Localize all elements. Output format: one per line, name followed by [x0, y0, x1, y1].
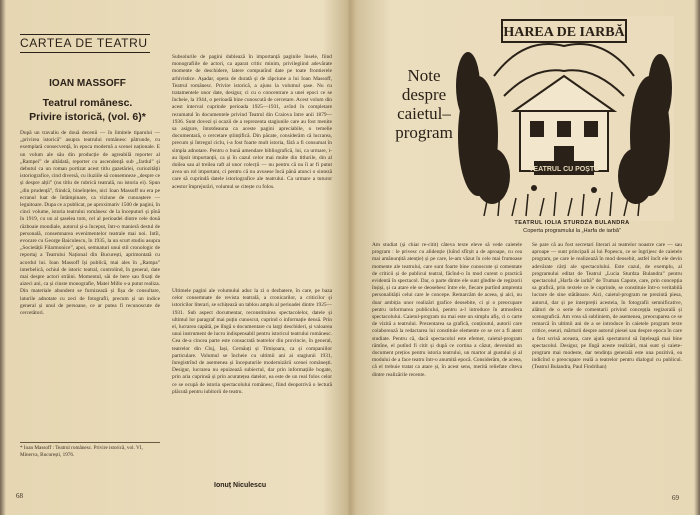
article-column-2: Se pare că au fost secretari literari ai teatrelor noastre care — sau aproape — sunt principali ai lui Popescu, ce se îngrijesc de caietele program, pe care le realizează în mod deosebit, astfel încît ele devin adevărate cărți ale spectacolului. Este cazul, de exemplu, al programului editat de Teatrul „Lucia Sturdza Bulandra” pentru spectacolul „Harfa de iarbă” de Truman Capote, care, prin concepția sa grafică, prin textele ce le cuprinde, se constituie într-o veritabilă lucrare de sine stătătoare. Aici, caietul-program ne prezintă piesa, autorul, dar și pe interpreții acesteia, în fotografii semnificative, alături de o serie de comentarii privind concepția regizorală și scenografică. Am vrea să subliniem, de asemenea, preocuparea ce se remarcă în ultimii ani de a se introduce în caietele program texte critice, eseuri, mărturii despre autorul piesei sau despre epoca în care a fost scrisă aceasta, care ajută spectatorul să înțeleagă mai bine spectacolul. Desigur, pe lîngă aceste realizări, mai sunt și caiete-program mai modeste, dar tendința generală este una pozitivă, ea indicînd o preocupare reală a teatrelor pentru dialogul cu publicul. (Teatrul Bulandra, Paul Findrihan) — [532, 242, 682, 371]
caption-theatre: TEATRUL IOLIA STURDZA BULANDRA — [514, 220, 630, 226]
article-column-1: Am studiat (și chiar re-citit) câteva texte eleve să vede caietele program : le privesc cu alidenție (luînd sfîrșit a de aproape, cu cea mai amănunțită atenție) și pe care, le-am văzut în cele mai frumoase momente ale teatrului, care sunt foarte bine cunoscute și comentate de criticii și de publicul teatral, făcînd-o în mod curent o practică evidentă în spectacol. Dar, o parte dintre ele sunt gîndite de regizorii înșiși, și ca atare ele se deosebesc între ele, fiecare purtînd amprenta personalității celui care le concepe. Remarcăm de aceea, și aici, nu doar ambiția unor realizări grafice deosebite, ci și o preocupare pentru informarea publicului, pentru a-l introduce în atmosfera spectacolului. Caietul-program nu mai este un simplu afiș, ci o carte de vizită a teatrului. Prezentarea sa grafică, conținutul, autorii care colaborează la redactarea lui constituie elemente ce se cer a fi atent studiate. Pentru că, dacă spectacolul este efemer, caietul-program rămîne, el putînd fi citit și după ce cortina a căzut, devenind un document prețios pentru istoria teatrului, un martor al gustului și al modului de a face teatru într-o anumită epocă. Considerăm, de aceea, că el trebuie tratat ca atare și, în acest sens, merită reliefate cîteva dintre realizările recente. — [372, 242, 522, 378]
page-number-right: 69 — [672, 494, 679, 502]
book-title-line-2: Privire istorică, (vol. 6)* — [29, 111, 146, 123]
right-page — [356, 14, 690, 504]
program-cover-illustration — [454, 16, 674, 221]
note-title-line-3: caietul– — [397, 104, 451, 123]
poster-banner: TEATRUL CU POȘTE — [529, 166, 599, 173]
note-title — [384, 66, 464, 142]
signature: Ionuț Niculescu — [214, 482, 267, 489]
note-title-line-4: program — [395, 123, 453, 142]
page-number-left: 68 — [16, 492, 23, 500]
section-title: CARTEA DE TEATRU — [20, 36, 150, 53]
book-author: IOAN MASSOFF — [49, 78, 126, 89]
book-title — [20, 96, 155, 124]
book-title-line-1: Teatrul românesc. — [42, 97, 133, 109]
right-edge-shadow — [694, 0, 700, 515]
left-page — [14, 14, 344, 504]
left-edge-shadow — [0, 0, 6, 515]
footnote: * Ioan Massoff : Teatrul românesc. Privire istorică, vol. VI, Minerva, București, 1976. — [20, 442, 160, 459]
article-column-2: Subsolurile de pagini dublează în importanță paginile însele, fiind monografiile de actori, ca aparat critic minim, privilegiind adevărate momente de deschidere, latere compunînd date pe toate frontierele arhivistice. Aşadar, opera de durată și de răpciune a lui Ioan Massoff, Teatrul românesc. Privire istorică, a ajuns la volumul șase. Nu cu tratamentele unor date, desigur, ci cu o concentrare a unei epoci ce se încheie, la 1944, o perioadă bine cunoscută de cercetare. Acest volum din acest interval cuprinde perioada 1925—1931, avînd în completare rezumatul în documentele privind Teatrul din Craiova între anii 1879—1936. Sunt dovezi și ocazii de a reprezenta stagiunile care au fost menite sa asigure, întotdeauna ca aceste pagini apreciabile, o temelie documentară, o cercetare științifică. Din păcate, considerăm că lucrarea, precum și întregul ciclu, i-a fost foarte mult istoria, fără a fi consumat în simpla adnotare. Pentru o bună amendare bibliografică, lui, ca urmare, i-au lipsit importanții, ca și în cazul celor mai multe din titlurile, din al doilea sau al treilea raft al unor colecții — nu pentru că nu îi ar fi putut avea un rol important, ci pentru că nu avusese încă până atunci o sinteză care să cuprindă datele istoriografice ale teatrului. Ca urmare a tuturor acestor împrejurări, volumul se citește cu folos. — [172, 54, 332, 190]
note-title-line-1: Note — [407, 66, 441, 85]
section-rule — [20, 34, 150, 35]
caption-description: Coperta programului la „Harfa de iarbă” — [523, 227, 621, 234]
illustration-caption — [482, 220, 662, 235]
poster-title: HAREA DE IARBĂ — [503, 25, 625, 40]
note-title-line-2: despre — [401, 85, 447, 104]
article-column-1: După un travaliu de două decenii — în limitele tiparului — „privirea istorică” asupra teatrului românesc pătrunde, cu exemplară consecvență, în epoca modernă a scenei naționale. E un volum ale său din producție de agreabilă reporter al „Rampei” de altădată, reporter cu ascendență sub „fardul” și debutul ca un roman portizat acest titlu gazetăriei, curiozității istoriografice, cind diversă, cu iluziile să consemneze „despre ce și despre alții” (nu titlu de rubrică teatrală, nu istoria ei). Spun „din prudență”, fiindcă, bineînțeles, nici Ioan Massoff nu era pe ecranul luat de întâmpinare, ca viziune de cunoaștere — leguitoare. Dupa ce a publicat, pe aproximativ 1500 de pagini, în cinci volume, istoria teatrului românesc de la începuturi și pînă în 1919, cu un al șaselea tom, cel al perioadei dintre cele două războaie mondiale, autorul și-a început, într-o manieră destul de personală, consemnarea evenimentelor teatrale mai noi. Intîi, evocare cu George Baiculescu, în 1935, la un scurt studiu asupra „Societății Filarmonice”, apoi, semnaturi unui stil cronologic de reportaj a Teatrului Național din București, aprimontată cu acordul lui. Ioan Massoff își publică, mai ales în „Rampa” interbelică, ochiul de istoric teatral, controlind, în general, date mai despre actori străini. Momentul, săi de bere sau fixați de aizeci ani, ca și cinste monografie, Matei Millo s-a putut realiza. Din materiale abundent se furnizează și fișa de consultare, laturile adnotate cu zeci de fotografii, precum și un indice general și unul de persoane, ce ar putea fi recunoscute de cercetători. — [20, 130, 160, 317]
article-column-3: Ultimele pagini ale volumului aduc la zi o dezbatere, în care, pe baza celor consemnate de revista teatrală, a cronicarilor, a criticilor și istoricilor literari, se schițează un tablou amplu al perioadei dintre 1925—1931. Sub aspect documentar, reconstituirea spectacolelor, datele și ultimul lor paragraf mai puțin cunoscut, cuprind o informație densă. Prin el, lucrarea capătă, pe lîngă o documentare cu largi deschideri, și valoarea unui instrument de lucru indispensabil pentru istoricul teatrului românesc. Cea de-a cincea parte este consacrată teatrelor din provincie, în general, teatrelor din Cluj, Iași, Cernăuți și Timișoara, ca și companiilor particulare. Volumul se încheie cu ultimii ani ai stagiunii 1931, înregistrînd de asemenea și începuturile modernizării scenei românești. Desigur, lucrarea nu epuizează subiectul, dar prin informațiile bogate, prin aria cuprinsă și prin acuratețea datelor, ea este de un real folos celor ce se ocupă de istoria spectacolului românesc, fiind deopotrivă o lectură plăcută pentru iubitorii de teatru. — [172, 288, 332, 395]
